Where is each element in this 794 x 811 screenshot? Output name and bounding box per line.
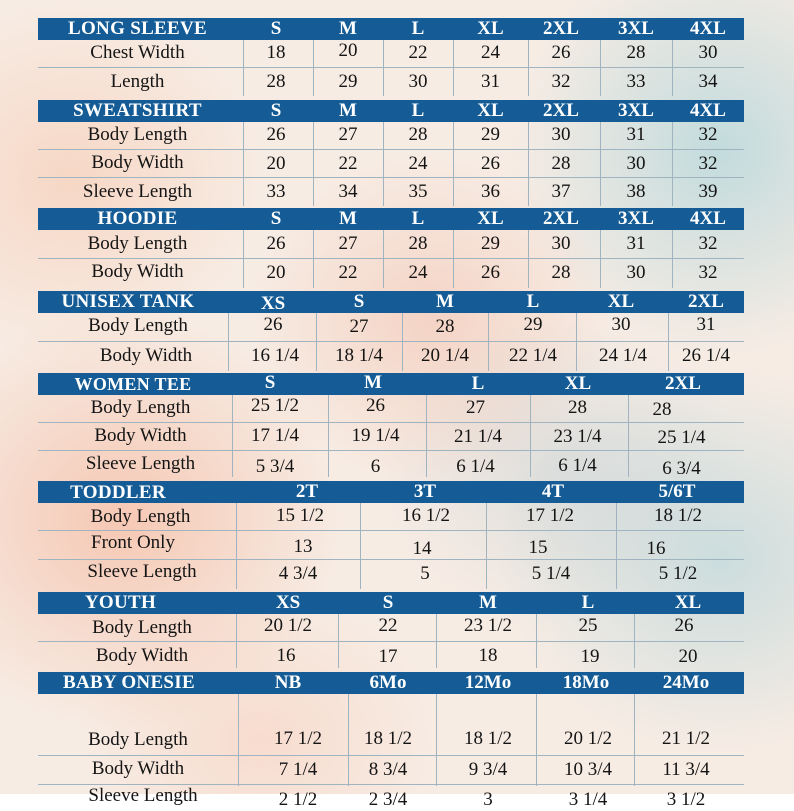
cell-value: 21 1/2 (661, 728, 711, 749)
cell-value: 25 (578, 615, 598, 636)
cell-value: 22 (338, 153, 358, 174)
row-label: Length (110, 71, 165, 92)
row-label: Chest Width (90, 42, 185, 63)
cell-value: 27 (466, 397, 485, 418)
column-divider (360, 503, 361, 589)
cell-value: 18 (478, 645, 498, 666)
cell-value: 27 (338, 233, 358, 254)
cell-value: 18 1/2 (463, 728, 513, 749)
cell-value: 28 (568, 397, 587, 418)
row-label: Sleeve Length (82, 181, 193, 202)
column-divider (486, 503, 487, 589)
row-label: Body Length (87, 233, 188, 254)
cell-value: 24 1/4 (598, 345, 648, 366)
cell-value: 28 (626, 42, 646, 63)
size-label: 4XL (690, 18, 726, 39)
cell-value: 24 (408, 262, 428, 283)
cell-value: 20 (678, 646, 698, 667)
column-divider (316, 313, 317, 371)
cell-value: 29 (523, 314, 543, 335)
size-label: 4T (541, 481, 565, 502)
cell-value: 30 (698, 42, 718, 63)
cell-value: 26 (481, 262, 500, 283)
table-header (38, 672, 744, 694)
cell-value: 26 (481, 153, 500, 174)
cell-value: 33 (626, 71, 646, 92)
cell-value: 18 (266, 42, 286, 63)
cell-value: 2 3/4 (368, 789, 408, 810)
cell-value: 16 1/2 (401, 505, 451, 526)
cell-value: 17 (378, 646, 398, 667)
column-divider (600, 122, 601, 206)
column-divider (536, 614, 537, 668)
cell-value: 6 1/4 (558, 455, 597, 476)
row-label: Body Width (91, 261, 184, 282)
size-label: XL (674, 592, 702, 613)
cell-value: 26 (366, 395, 385, 416)
cell-value: 9 3/4 (468, 759, 508, 780)
table-header (38, 373, 744, 395)
table-row (38, 531, 744, 560)
row-label: Body Length (88, 729, 188, 750)
column-divider (634, 694, 635, 786)
size-table-unisex-tank (38, 291, 744, 371)
column-divider (402, 313, 403, 371)
column-divider (243, 122, 244, 206)
size-label: L (411, 208, 425, 229)
size-label: S (270, 208, 282, 229)
table-row (38, 122, 744, 150)
cell-value: 28 (266, 71, 286, 92)
section-title: TODDLER (70, 482, 166, 503)
cell-value: 5 1/2 (658, 563, 698, 584)
cell-value: 32 (698, 153, 718, 174)
column-divider (232, 395, 233, 477)
size-label: L (471, 373, 485, 394)
row-label: Body Width (95, 645, 189, 666)
cell-value: 16 (646, 538, 666, 559)
cell-value: 28 (408, 124, 428, 145)
table-row (38, 178, 744, 206)
size-label: M (364, 372, 382, 393)
column-divider (328, 395, 329, 477)
size-table-hoodie (38, 208, 744, 288)
table-row (38, 726, 744, 756)
size-label: S (270, 18, 282, 39)
cell-value: 26 (266, 233, 286, 254)
size-label: 3XL (618, 100, 654, 121)
cell-value: 28 (435, 316, 455, 337)
size-table-sweatshirt (38, 100, 744, 206)
section-title: LONG SLEEVE (68, 18, 207, 39)
size-label: 2XL (543, 100, 579, 121)
column-divider (672, 230, 673, 288)
cell-value: 6 1/4 (456, 456, 495, 477)
size-table-toddler (38, 481, 744, 589)
cell-value: 15 (528, 537, 548, 558)
cell-value: 30 (551, 124, 571, 145)
size-label: XL (607, 291, 635, 312)
cell-value: 31 (626, 233, 646, 254)
cell-value: 24 (408, 153, 428, 174)
table-row (38, 259, 744, 287)
column-divider (576, 313, 577, 371)
column-divider (243, 40, 244, 96)
cell-value: 38 (626, 181, 646, 202)
cell-value: 19 (580, 646, 600, 667)
table-row (38, 642, 744, 669)
cell-value: 25 1/2 (250, 395, 300, 416)
cell-value: 20 1/4 (420, 345, 470, 366)
column-divider (536, 694, 537, 786)
cell-value: 30 (551, 233, 571, 254)
size-label: XL (477, 208, 504, 229)
size-label: 4XL (690, 100, 726, 121)
cell-value: 25 1/4 (657, 427, 706, 448)
table-row (38, 313, 744, 342)
cell-value: 32 (698, 124, 718, 145)
cell-value: 30 (408, 71, 428, 92)
column-divider (488, 313, 489, 371)
cell-value: 22 (408, 42, 428, 63)
row-label: Body Length (87, 124, 188, 145)
column-divider (228, 313, 229, 371)
section-title: HOODIE (97, 208, 178, 229)
column-divider (338, 614, 339, 668)
cell-value: 28 (652, 399, 672, 420)
table-row (38, 451, 744, 479)
size-table-long-sleeve (38, 18, 744, 96)
cell-value: 39 (698, 181, 718, 202)
column-divider (528, 40, 529, 96)
column-divider (348, 694, 349, 786)
cell-value: 10 3/4 (563, 759, 613, 780)
table-header (38, 100, 744, 122)
cell-value: 26 (551, 42, 571, 63)
cell-value: 16 (276, 645, 296, 666)
size-label: 2T (295, 481, 319, 502)
size-label: S (264, 372, 276, 393)
size-label: L (581, 592, 595, 613)
section-title: SWEATSHIRT (73, 100, 202, 121)
cell-value: 24 (481, 42, 500, 63)
cell-value: 22 (378, 615, 398, 636)
size-label: XS (275, 592, 301, 613)
size-label: 3XL (618, 18, 654, 39)
table-row (38, 230, 744, 259)
column-divider (426, 395, 427, 477)
size-label: S (270, 100, 282, 121)
cell-value: 18 1/2 (363, 728, 413, 749)
size-label: M (339, 208, 357, 229)
cell-value: 29 (481, 124, 500, 145)
column-divider (236, 503, 237, 589)
row-label: Body Width (94, 425, 187, 446)
size-label: XL (477, 100, 504, 121)
cell-value: 22 (338, 262, 358, 283)
cell-value: 29 (338, 71, 358, 92)
cell-value: 22 1/4 (508, 345, 558, 366)
cell-value: 31 (696, 314, 716, 335)
column-divider (628, 395, 629, 477)
cell-value: 17 1/2 (273, 728, 323, 749)
cell-value: 20 (266, 153, 286, 174)
cell-value: 34 (338, 181, 358, 202)
size-label: 6Mo (369, 672, 407, 693)
size-label: 3XL (618, 208, 654, 229)
size-label: 2XL (543, 208, 579, 229)
cell-value: 30 (626, 153, 646, 174)
row-label: Body Length (92, 617, 192, 638)
column-divider (600, 40, 601, 96)
cell-value: 2 1/2 (278, 789, 318, 810)
cell-value: 17 1/2 (525, 505, 575, 526)
size-label: M (436, 291, 454, 312)
row-label: Body Length (90, 397, 191, 418)
cell-value: 20 1/2 (263, 615, 313, 636)
cell-value: 3 (483, 789, 493, 810)
table-row (38, 342, 744, 370)
size-label: XS (260, 293, 286, 314)
row-label: Body Length (90, 506, 191, 527)
size-label: XL (477, 18, 504, 39)
cell-value: 19 1/4 (351, 425, 400, 446)
cell-value: 3 1/2 (666, 789, 706, 810)
cell-value: 36 (481, 181, 500, 202)
size-label: S (353, 291, 365, 312)
cell-value: 20 1/2 (563, 728, 613, 749)
cell-value: 5 1/4 (531, 563, 571, 584)
section-title: WOMEN TEE (74, 374, 192, 394)
column-divider (600, 230, 601, 288)
size-label: 12Mo (464, 672, 512, 693)
column-divider (383, 122, 384, 206)
section-title: YOUTH (84, 592, 157, 613)
size-label: M (479, 592, 497, 613)
section-title: UNISEX TANK (61, 291, 195, 312)
size-table-youth (38, 592, 744, 668)
row-label: Sleeve Length (88, 785, 198, 806)
cell-value: 14 (412, 538, 432, 559)
cell-value: 18 1/2 (653, 505, 703, 526)
cell-value: 26 (263, 314, 283, 335)
column-divider (453, 122, 454, 206)
row-label: Sleeve Length (87, 561, 197, 582)
cell-value: 13 (293, 536, 313, 557)
table-row (38, 423, 744, 451)
column-divider (313, 40, 314, 96)
cell-value: 23 1/4 (553, 426, 602, 447)
table-header (38, 481, 744, 503)
table-row (38, 150, 744, 178)
cell-value: 34 (698, 71, 718, 92)
column-divider (453, 40, 454, 96)
column-divider (616, 503, 617, 589)
row-label: Sleeve Length (85, 453, 196, 474)
cell-value: 6 (370, 456, 381, 477)
cell-value: 26 1/4 (681, 345, 731, 366)
size-label: S (382, 592, 394, 613)
cell-value: 32 (698, 262, 718, 283)
cell-value: 26 (674, 615, 694, 636)
cell-value: 7 1/4 (278, 759, 318, 780)
cell-value: 28 (551, 153, 571, 174)
cell-value: 26 (266, 124, 286, 145)
cell-value: 33 (266, 181, 286, 202)
column-divider (236, 614, 237, 668)
table-row (38, 68, 744, 96)
column-divider (528, 230, 529, 288)
row-label: Body Width (91, 152, 184, 173)
cell-value: 16 1/4 (250, 345, 300, 366)
column-divider (634, 614, 635, 668)
size-table-baby-onesie (38, 672, 744, 810)
column-divider (668, 313, 669, 371)
row-label: Body Width (99, 345, 193, 366)
cell-value: 11 3/4 (662, 759, 710, 780)
size-label: L (411, 18, 425, 39)
column-divider (672, 122, 673, 206)
cell-value: 20 (266, 262, 286, 283)
table-row (38, 395, 744, 423)
size-label: 18Mo (562, 672, 610, 693)
size-label: 5/6T (658, 481, 696, 502)
cell-value: 20 (338, 40, 358, 61)
cell-value: 5 (420, 563, 430, 584)
cell-value: 27 (338, 124, 358, 145)
table-header (38, 291, 744, 313)
table-row (38, 694, 744, 726)
size-label: 3T (413, 481, 437, 502)
cell-value: 32 (698, 233, 718, 254)
column-divider (313, 122, 314, 206)
size-label: M (339, 18, 357, 39)
table-row (38, 756, 744, 785)
table-header (38, 592, 744, 614)
column-divider (243, 230, 244, 288)
cell-value: 30 (626, 262, 646, 283)
size-label: 2XL (543, 18, 579, 39)
row-label: Front Only (91, 532, 175, 553)
size-label: L (411, 100, 425, 121)
cell-value: 18 1/4 (334, 345, 384, 366)
cell-value: 8 3/4 (368, 759, 408, 780)
size-label: L (526, 291, 540, 312)
column-divider (436, 694, 437, 786)
size-label: XL (564, 373, 592, 394)
cell-value: 32 (551, 71, 571, 92)
column-divider (383, 230, 384, 288)
size-label: M (339, 100, 357, 121)
cell-value: 6 3/4 (662, 458, 701, 479)
size-label: 24Mo (662, 672, 710, 693)
cell-value: 21 1/4 (453, 426, 503, 447)
cell-value: 23 1/2 (463, 615, 513, 636)
row-label: Body Width (91, 758, 185, 779)
size-label: 2XL (688, 291, 724, 312)
cell-value: 27 (349, 316, 369, 337)
size-label: NB (274, 672, 302, 693)
size-table-women-tee (38, 373, 744, 477)
cell-value: 30 (611, 314, 631, 335)
table-header (38, 18, 744, 40)
cell-value: 31 (481, 71, 500, 92)
cell-value: 31 (626, 124, 646, 145)
cell-value: 17 1/4 (250, 425, 300, 446)
column-divider (530, 395, 531, 477)
table-row (38, 40, 744, 68)
size-label: 4XL (690, 208, 726, 229)
table-row (38, 503, 744, 531)
column-divider (672, 40, 673, 96)
cell-value: 37 (551, 181, 571, 202)
table-row (38, 560, 744, 590)
column-divider (238, 694, 239, 786)
table-row (38, 614, 744, 642)
column-divider (313, 230, 314, 288)
table-row (38, 785, 744, 810)
cell-value: 5 3/4 (255, 456, 295, 477)
cell-value: 3 1/4 (568, 789, 608, 810)
cell-value: 28 (408, 233, 428, 254)
column-divider (383, 40, 384, 96)
cell-value: 28 (551, 262, 571, 283)
column-divider (453, 230, 454, 288)
section-title: BABY ONESIE (63, 672, 195, 693)
cell-value: 35 (408, 181, 428, 202)
size-label: 2XL (665, 373, 701, 394)
row-label: Body Length (88, 315, 188, 336)
cell-value: 4 3/4 (278, 563, 318, 584)
cell-value: 29 (481, 233, 500, 254)
column-divider (528, 122, 529, 206)
column-divider (436, 614, 437, 668)
table-header (38, 208, 744, 230)
cell-value: 15 1/2 (275, 505, 325, 526)
